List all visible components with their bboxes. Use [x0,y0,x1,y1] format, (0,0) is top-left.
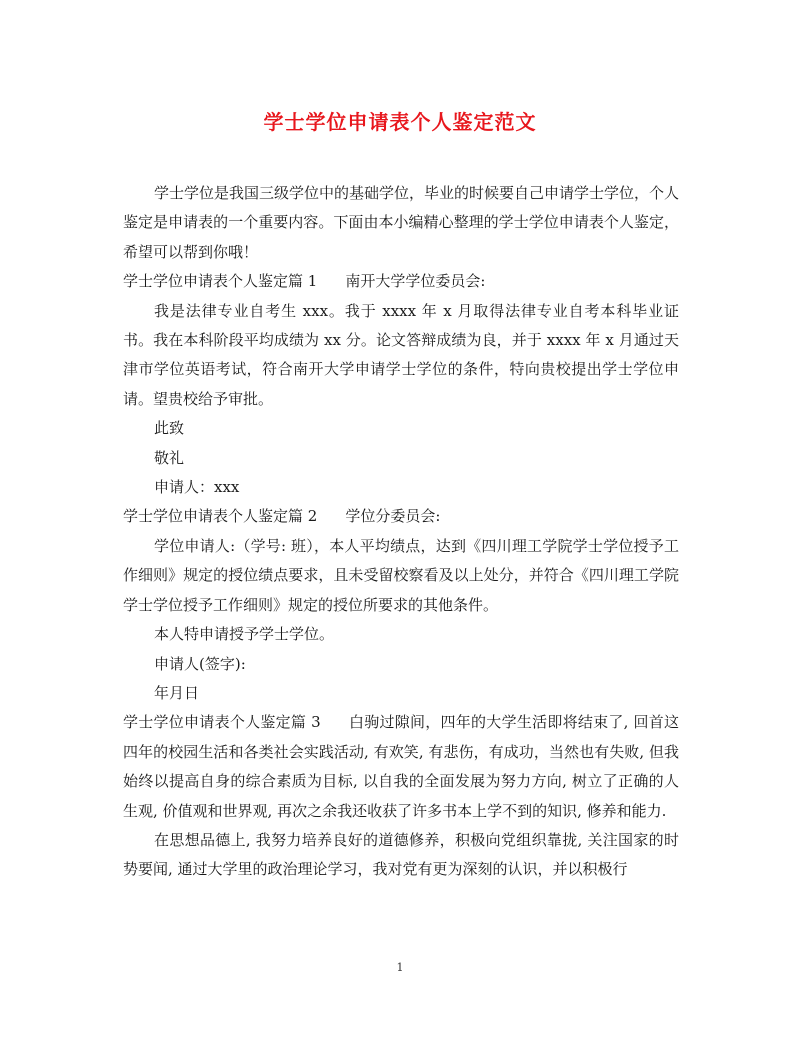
section2-body: 学位申请人:（学号: 班），本人平均绩点，达到《四川理工学院学士学位授予工作细则》规定的授位绩点要求，且未受留校察看及以上处分，并符合《四川理工学院学士学位授予工作细则》规定的授位所要求的其他条件。 [123,536,679,614]
section1-heading: 学士学位申请表个人鉴定篇 1 [123,272,318,291]
section2-heading: 学士学位申请表个人鉴定篇 2 [123,507,318,526]
section2-date: 年月日 [154,683,200,702]
section1-addressee: 南开大学学位委员会: [345,272,486,291]
page-number: 1 [396,961,404,974]
section1-heading-line [123,267,679,296]
section2-addressee: 学位分委员会: [345,507,441,526]
section3-heading: 学士学位申请表个人鉴定篇 3 [123,713,321,732]
document-title: 学士学位申请表个人鉴定范文 [263,110,537,134]
section1-applicant: 申请人：xxx [154,478,240,497]
section3-paragraph [123,708,679,826]
section1-body: 我是法律专业自考生 xxx。我于 xxxx 年 x 月取得法律专业自考本科毕业证书。我在本科阶段平均成绩为 xx 分。论文答辩成绩为良，并于 xxxx 年 x 月通过天津市学位英语考试，符合南开大学申请学士学位的条件，特向贵校提出学士学位申请。望贵校给予审批。 [123,301,679,408]
section2-heading-line [123,502,679,531]
section1-closing2: 敬礼 [154,448,185,467]
section2-signature: 申请人(签字): [154,654,246,673]
section1-closing1: 此致 [154,419,185,438]
section2-request: 本人特申请授予学士学位。 [154,625,335,644]
intro-paragraph: 学士学位是我国三级学位中的基础学位，毕业的时候要自己申请学士学位，个人鉴定是申请表的一个重要内容。下面由本小编精心整理的学士学位申请表个人鉴定，希望可以帮到你哦！ [123,184,680,261]
section3-para2: 在思想品德上, 我努力培养良好的道德修养，积极向党组织靠拢, 关注国家的时势要闻, 通过大学里的政治理论学习，我对党有更为深刻的认识，并以积极行 [123,830,679,879]
document-body [123,179,679,885]
section3-body: 白驹过隙间，四年的大学生活即将结束了, 回首这四年的校园生活和各类社会实践活动, 有欢笑, 有悲伤，有成功，当然也有失败, 但我始终以提高自身的综合素质为目标, 以自我的全面发展为努力方向, 树立了正确的人生观, 价值观和世界观, 再次之余我还收获了许多书本上学不到的知识, 修养和能力. [123,713,679,820]
